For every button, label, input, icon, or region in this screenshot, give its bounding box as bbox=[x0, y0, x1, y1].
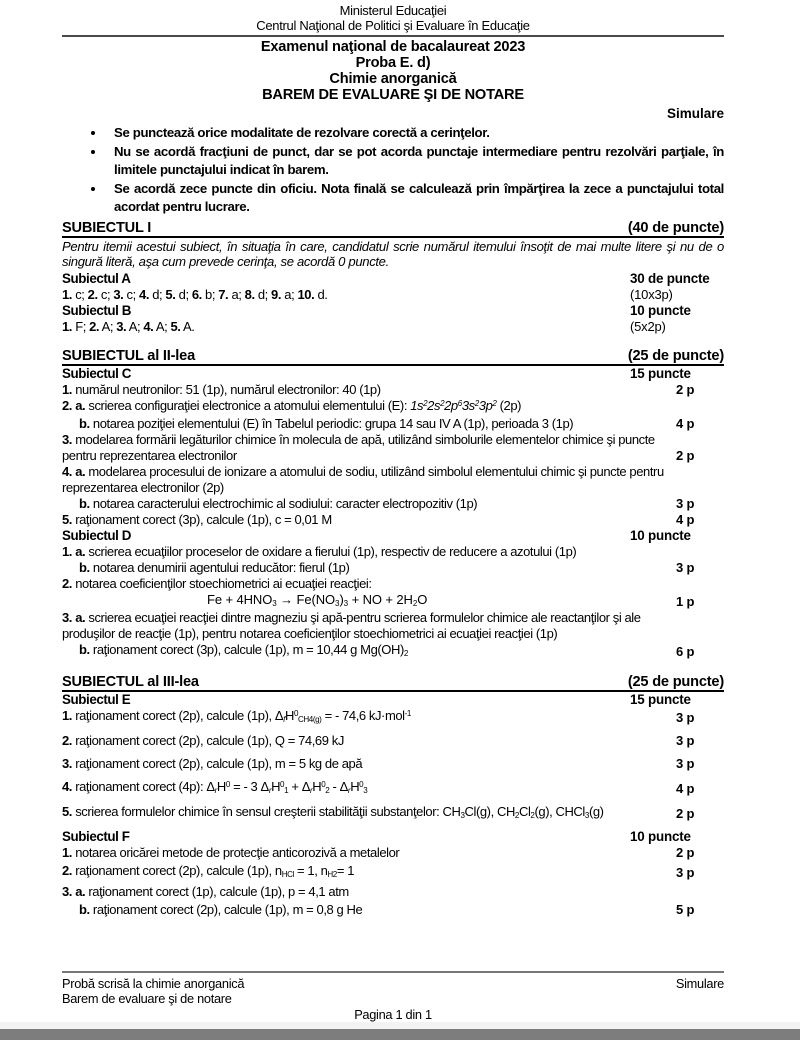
footer-row bbox=[62, 976, 724, 991]
subsection-f-header bbox=[62, 829, 724, 845]
rule-item: • Nu se acordă fracţiuni de punct, dar se pot acorda punctaje intermediare pentru rezolvări parţiale, în limitele punctajului indicat în barem. bbox=[106, 143, 724, 180]
item-points: 4 p bbox=[676, 511, 695, 527]
exam-title: Examenul naţional de bacalaureat 2023 bbox=[260, 39, 526, 55]
variant-label: Simulare bbox=[666, 106, 724, 121]
section-1-header bbox=[62, 220, 724, 238]
section-1-note: Pentru itemii acestui subiect, în situaţia în care, candidatul scrie numărul itemului însoţit de mai multe litere şi nu de o singură literă, aşa cum prevede cerinţa, se acordă 0 puncte. bbox=[62, 238, 724, 269]
subsection-f-items bbox=[62, 845, 724, 919]
subsection-b-calc: (5x2p) bbox=[630, 318, 666, 334]
item-points: 2 p bbox=[676, 805, 695, 821]
subsection-e-header bbox=[62, 692, 724, 708]
page-number: Pagina 1 din 1 bbox=[354, 1006, 432, 1022]
item-text: 4. a. modelarea procesului de ionizare a atomului de sodiu, utilizând simbolul elementului chimic şi puncte pentru reprezentarea electronilor (2p) bbox=[62, 463, 664, 495]
barem-item-row bbox=[62, 544, 724, 560]
subsection-a-header bbox=[62, 271, 724, 287]
rule-item: • Se acordă zece puncte din oficiu. Nota finală se calculează prin împărţirea la zece a punctajului total acordat pentru lucrare. bbox=[106, 180, 724, 217]
exam-proba: Proba E. d) bbox=[355, 55, 431, 71]
item-text: b. raţionament corect (2p), calcule (1p), m = 0,8 g He bbox=[79, 902, 363, 917]
item-points: 2 p bbox=[676, 447, 695, 463]
section-1-title: SUBIECTUL I bbox=[62, 219, 152, 236]
section-3-title: SUBIECTUL al III-lea bbox=[62, 673, 199, 690]
item-text: 3. a. raţionament corect (1p), calcule (1p), p = 4,1 atm bbox=[62, 883, 349, 899]
barem-item-row bbox=[62, 863, 724, 881]
barem-item-row bbox=[62, 416, 724, 432]
item-text: 2. a. scrierea configuraţiei electronice a atomului elementului (E): $1s^22s^22p^63s^23p^2$ (2p) bbox=[62, 397, 522, 413]
viewer-bottom-bar bbox=[0, 1029, 800, 1040]
item-text: 4. raţionament corect (4p): $\Delta_rH^0$ = - 3 $\Delta_rH^0_1 + \Delta_rH^0_2 - \Delta_rH^0_3$ bbox=[62, 778, 368, 795]
subsection-b-title: Subiectul B bbox=[62, 302, 132, 318]
subsection-d-header bbox=[62, 528, 724, 544]
barem-item-row bbox=[62, 708, 724, 726]
barem-item-row bbox=[62, 576, 724, 592]
subsection-c-header bbox=[62, 366, 724, 382]
section-3-points: (25 de puncte) bbox=[627, 673, 724, 690]
barem-item-row bbox=[62, 496, 724, 512]
subsection-d-title: Subiectul D bbox=[62, 527, 132, 543]
subsection-e-points: 15 puncte bbox=[630, 691, 691, 707]
item-points: 3 p bbox=[676, 865, 695, 880]
barem-item-row bbox=[62, 733, 724, 749]
barem-item-row bbox=[62, 884, 724, 900]
exam-subject: Chimie anorganică bbox=[329, 71, 457, 87]
item-text: 5. scrierea formulelor chimice în sensul creşterii stabilităţii substanţelor: $CH_3Cl(g)$, $CH_2Cl_2(g)$, CHCl$_3$(g) bbox=[62, 803, 604, 820]
subsection-a-points: 30 de puncte bbox=[630, 270, 710, 286]
item-text: 1. raţionament corect (2p), calcule (1p), $\Delta_fH^0_{CH4(g)}$ = - 74,6 kJ·mol$^{-1}$ bbox=[62, 707, 411, 724]
grading-rules-list bbox=[62, 124, 724, 217]
subsection-a-title: Subiectul A bbox=[62, 270, 131, 286]
item-text: 2. notarea coeficienţilor stoechiometrici ai ecuaţiei reacţiei: bbox=[62, 575, 372, 591]
barem-item-row bbox=[62, 432, 724, 464]
subsection-a-answers-row bbox=[62, 287, 724, 303]
section-2-header bbox=[62, 348, 724, 366]
item-points: 1 p bbox=[676, 593, 695, 609]
item-text: 1. a. scrierea ecuaţiilor proceselor de oxidare a fierului (1p), respectiv de reducere a azotului (1p) bbox=[62, 543, 577, 559]
subsection-b-answers: 1. F; 2. A; 3. A; 4. A; 5. A. bbox=[62, 318, 195, 334]
barem-item-row bbox=[62, 845, 724, 861]
barem-item-row bbox=[62, 902, 724, 918]
footer-divider bbox=[62, 971, 724, 973]
subsection-e-items bbox=[62, 708, 724, 822]
section-2-title: SUBIECTUL al II-lea bbox=[62, 347, 195, 364]
viewer-edge-strip bbox=[0, 1022, 800, 1029]
item-text: b. notarea poziţiei elementului (E) în Tabelul periodic: grupa 14 sau IV A (1p), perioada 3 (1p) bbox=[79, 415, 574, 431]
barem-item-row bbox=[62, 464, 724, 496]
subsection-d-points: 10 puncte bbox=[630, 527, 691, 543]
subsection-a-calc: (10x3p) bbox=[630, 286, 673, 302]
chemical-equation: $Fe + 4HNO_3 \to Fe(NO_3)_3$ + NO + $2H_2O$ bbox=[207, 591, 428, 608]
footer-proba: Probă scrisă la chimie anorganică bbox=[62, 975, 245, 991]
item-text: b. notarea caracterului electrochimic al sodiului: caracter electropozitiv (1p) bbox=[79, 495, 478, 511]
item-text: b. notarea denumirii agentului reducător: fierul (1p) bbox=[79, 559, 350, 575]
subsection-a-answers: 1. c; 2. c; 3. c; 4. d; 5. d; 6. b; 7. a; 8. d; 9. a; 10. d. bbox=[62, 286, 328, 302]
item-text: 3. raţionament corect (2p), calcule (1p), m = 5 kg de apă bbox=[62, 755, 363, 771]
item-text: 3. a. scrierea ecuaţiei reacţiei dintre magneziu şi apă-pentru scrierea formulelor chimice ale reactanţilor şi ale produşilor de reacţie (1p), pentru notarea coeficienţilor stoechiometrici ai ecuaţiei reacţiei (1p) bbox=[62, 609, 641, 641]
item-text: 1. notarea oricărei metode de protecţie anticorozivă a metalelor bbox=[62, 844, 400, 860]
barem-item-row bbox=[62, 779, 724, 797]
barem-item-row bbox=[62, 804, 724, 822]
item-points: 4 p bbox=[676, 780, 695, 796]
section-3-header bbox=[62, 674, 724, 692]
barem-item-row bbox=[62, 398, 724, 416]
item-text: b. raţionament corect (3p), calcule (1p), m = 10,44 g $Mg(OH)_2$ bbox=[79, 641, 408, 658]
subsection-c-points: 15 puncte bbox=[630, 365, 691, 381]
item-points: 3 p bbox=[676, 559, 695, 575]
section-2-points: (25 de puncte) bbox=[627, 347, 724, 364]
barem-item-row bbox=[62, 560, 724, 576]
chemical-equation-row bbox=[62, 592, 724, 610]
header-divider bbox=[62, 35, 724, 37]
item-text: 2. raţionament corect (2p), calcule (1p), Q = 74,69 kJ bbox=[62, 732, 344, 748]
barem-item-row bbox=[62, 756, 724, 772]
ministry-line-1: Ministerul Educaţiei bbox=[339, 3, 447, 18]
ministry-line-2: Centrul Naţional de Politici şi Evaluare în Educaţie bbox=[256, 18, 530, 33]
subsection-f-title: Subiectul F bbox=[62, 828, 130, 844]
rule-item: • Se punctează orice modalitate de rezolvare corectă a cerinţelor. bbox=[106, 124, 724, 143]
subsection-b-answers-row bbox=[62, 319, 724, 335]
barem-item-row bbox=[62, 382, 724, 398]
item-points: 3 p bbox=[676, 709, 695, 725]
item-points: 3 p bbox=[676, 495, 695, 511]
footer-variant: Simulare bbox=[675, 975, 724, 991]
page-footer bbox=[62, 971, 724, 1022]
subsection-e-title: Subiectul E bbox=[62, 691, 131, 707]
subsection-b-points: 10 puncte bbox=[630, 302, 691, 318]
item-text: 1. numărul neutronilor: 51 (1p), numărul electronilor: 40 (1p) bbox=[62, 381, 381, 397]
item-points: 5 p bbox=[676, 902, 695, 917]
footer-barem: Barem de evaluare şi de notare bbox=[62, 990, 232, 1006]
item-text: 3. modelarea formării legăturilor chimice în molecula de apă, utilizând simbolurile elementelor chimice şi puncte pentru reprezentarea electronilor bbox=[62, 431, 655, 463]
item-points: 3 p bbox=[676, 755, 695, 771]
subsection-f-points: 10 puncte bbox=[630, 828, 691, 844]
subsection-c-title: Subiectul C bbox=[62, 365, 132, 381]
item-text: 5. raţionament corect (3p), calcule (1p), c = 0,01 M bbox=[62, 511, 332, 527]
subsection-b-header bbox=[62, 303, 724, 319]
doc-type-title: BAREM DE EVALUARE ŞI DE NOTARE bbox=[262, 87, 524, 103]
item-points: 3 p bbox=[676, 732, 695, 748]
item-points: 2 p bbox=[676, 381, 695, 397]
item-points: 2 p bbox=[676, 844, 695, 860]
barem-item-row bbox=[62, 512, 724, 528]
barem-item-row bbox=[62, 610, 724, 642]
item-points: 6 p bbox=[676, 643, 695, 659]
item-text: 2. raţionament corect (2p), calcule (1p), $n_{HCl} = 1$, $n_{H2}= 1$ bbox=[62, 863, 355, 880]
barem-item-row bbox=[62, 642, 724, 660]
section-1-points: (40 de puncte) bbox=[627, 219, 724, 236]
item-points: 4 p bbox=[676, 415, 695, 431]
